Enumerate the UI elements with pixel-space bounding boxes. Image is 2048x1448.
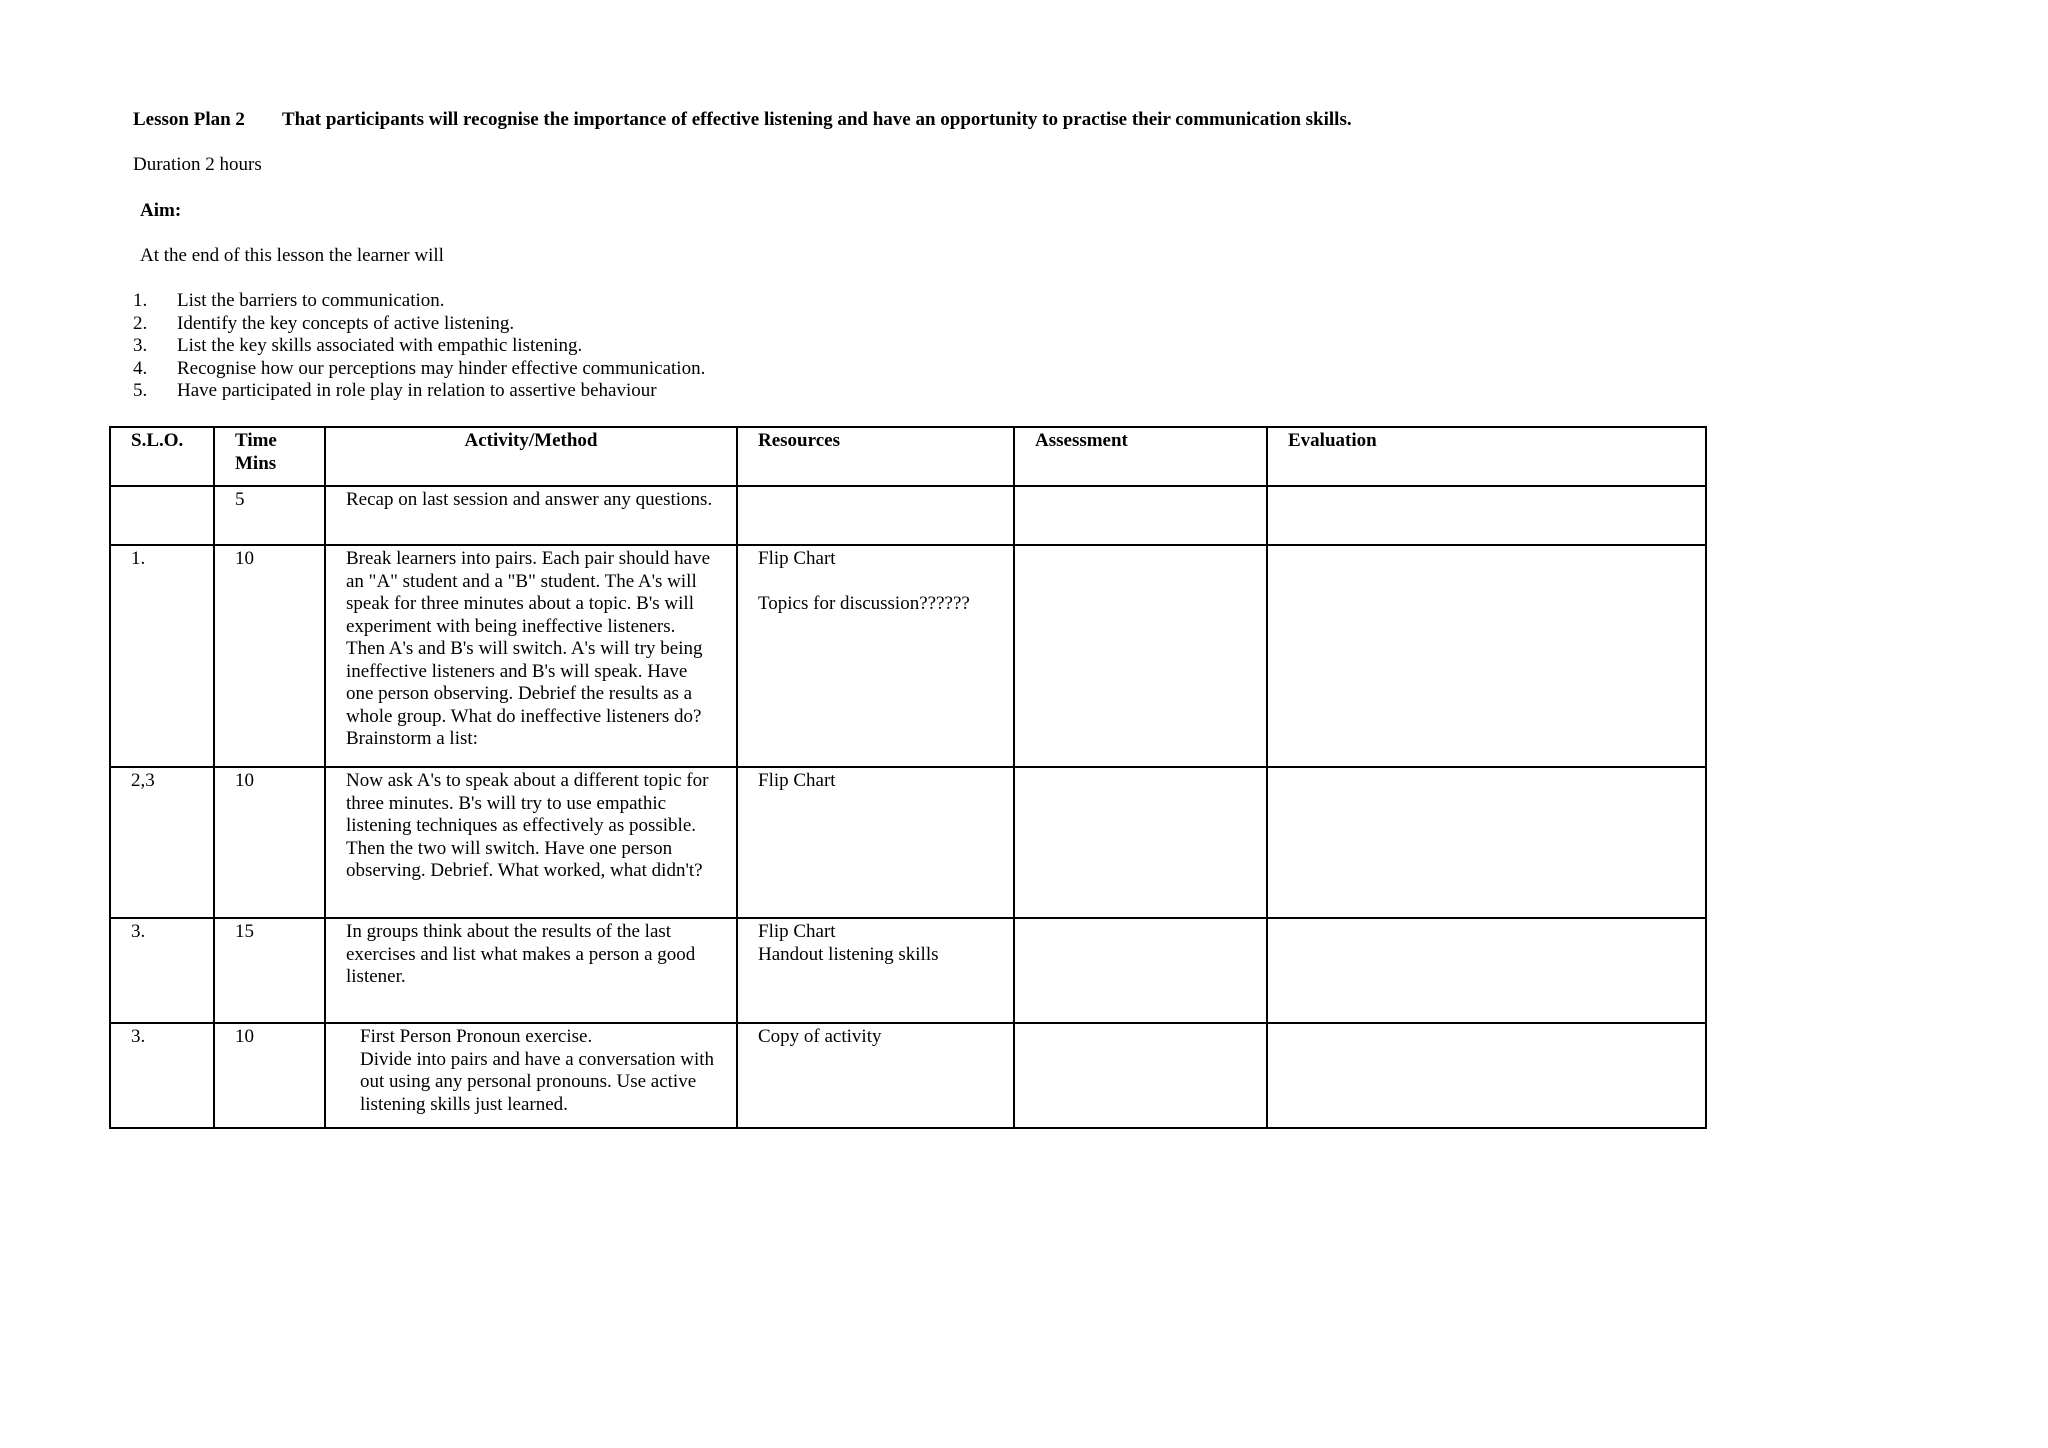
cell-slo <box>110 486 214 545</box>
header-resources: Resources <box>737 427 1014 486</box>
cell-time: 10 <box>214 545 325 767</box>
table-row <box>110 918 1706 1023</box>
activity-title: First Person Pronoun exercise. <box>360 1026 593 1047</box>
resource-spacer <box>758 571 993 594</box>
resource-item: Topics for discussion?????? <box>758 593 970 614</box>
cell-activity: Break learners into pairs. Each pair should have an "A" student and a "B" student. The A's will speak for three minutes about a topic. B's will experiment with being ineffective listeners. Then A's and B's will switch. A's will try being ineffective listeners and B's will speak. Have one person observing. Debrief the results as a whole group. What do ineffective listeners do? Brainstorm a list: <box>325 545 737 767</box>
objective-number: 1. <box>133 290 148 311</box>
objective-text: List the key skills associated with empathic listening. <box>177 335 583 356</box>
table-row <box>110 545 1706 767</box>
cell-resources <box>737 486 1014 545</box>
cell-evaluation <box>1267 1023 1706 1128</box>
header-time-line1: Time <box>235 430 277 451</box>
objective-item <box>133 290 705 313</box>
objective-number: 5. <box>133 380 148 401</box>
table-row <box>110 1023 1706 1128</box>
cell-resources <box>737 545 1014 767</box>
objective-item <box>133 313 705 336</box>
cell-assessment <box>1014 767 1267 918</box>
cell-activity: Now ask A's to speak about a different topic for three minutes. B's will try to use empathic listening techniques as effectively as possible. Then the two will switch. Have one person observing. Debrief. What worked, what didn't? <box>325 767 737 918</box>
header-activity: Activity/Method <box>325 427 737 486</box>
cell-slo: 1. <box>110 545 214 767</box>
header-assessment: Assessment <box>1014 427 1267 486</box>
cell-evaluation <box>1267 545 1706 767</box>
cell-assessment <box>1014 1023 1267 1128</box>
cell-activity: In groups think about the results of the last exercises and list what makes a person a good listener. <box>325 918 737 1023</box>
cell-time: 5 <box>214 486 325 545</box>
header-evaluation: Evaluation <box>1267 427 1706 486</box>
cell-slo: 3. <box>110 1023 214 1128</box>
cell-time: 10 <box>214 1023 325 1128</box>
objective-number: 2. <box>133 312 148 334</box>
resource-item: Flip Chart <box>758 921 836 942</box>
aim-heading: Aim: <box>140 200 182 221</box>
cell-activity: Recap on last session and answer any questions. <box>325 486 737 545</box>
duration-text: Duration 2 hours <box>133 154 262 175</box>
activity-description: Divide into pairs and have a conversation with out using any personal pronouns. Use active listening skills just learned. <box>360 1048 715 1115</box>
cell-assessment <box>1014 486 1267 545</box>
cell-evaluation <box>1267 918 1706 1023</box>
cell-slo: 3. <box>110 918 214 1023</box>
header-slo: S.L.O. <box>110 427 214 486</box>
cell-time: 10 <box>214 767 325 918</box>
table-header-row <box>110 427 1706 486</box>
resource-item: Copy of activity <box>758 1026 882 1047</box>
resource-item: Flip Chart <box>758 548 836 569</box>
lesson-plan-label: Lesson Plan 2 <box>133 109 245 130</box>
cell-evaluation <box>1267 486 1706 545</box>
cell-assessment <box>1014 918 1267 1023</box>
cell-activity <box>325 1023 737 1128</box>
table-row <box>110 767 1706 918</box>
cell-evaluation <box>1267 767 1706 918</box>
cell-resources <box>737 918 1014 1023</box>
cell-resources <box>737 1023 1014 1128</box>
objective-item <box>133 358 705 381</box>
aim-intro: At the end of this lesson the learner will <box>140 245 444 266</box>
cell-slo: 2,3 <box>110 767 214 918</box>
cell-resources <box>737 767 1014 918</box>
objective-item <box>133 380 705 403</box>
objective-text: List the barriers to communication. <box>177 290 445 311</box>
objective-item <box>133 335 705 358</box>
lesson-plan-table <box>109 426 1707 1129</box>
objective-text: Identify the key concepts of active listening. <box>177 312 515 334</box>
cell-assessment <box>1014 545 1267 767</box>
objective-number: 4. <box>133 357 148 379</box>
resource-item: Handout listening skills <box>758 943 939 965</box>
cell-time: 15 <box>214 918 325 1023</box>
objective-number: 3. <box>133 335 148 356</box>
lesson-title <box>133 109 1352 132</box>
objectives-list <box>133 290 705 403</box>
lesson-goal: That participants will recognise the importance of effective listening and have an opportunity to practise their communication skills. <box>282 109 1352 130</box>
resource-item: Flip Chart <box>758 770 836 791</box>
objective-text: Recognise how our perceptions may hinder effective communication. <box>177 357 706 379</box>
header-time <box>214 427 325 486</box>
header-time-line2: Mins <box>235 452 277 474</box>
objective-text: Have participated in role play in relation to assertive behaviour <box>177 380 657 401</box>
table-row <box>110 486 1706 545</box>
